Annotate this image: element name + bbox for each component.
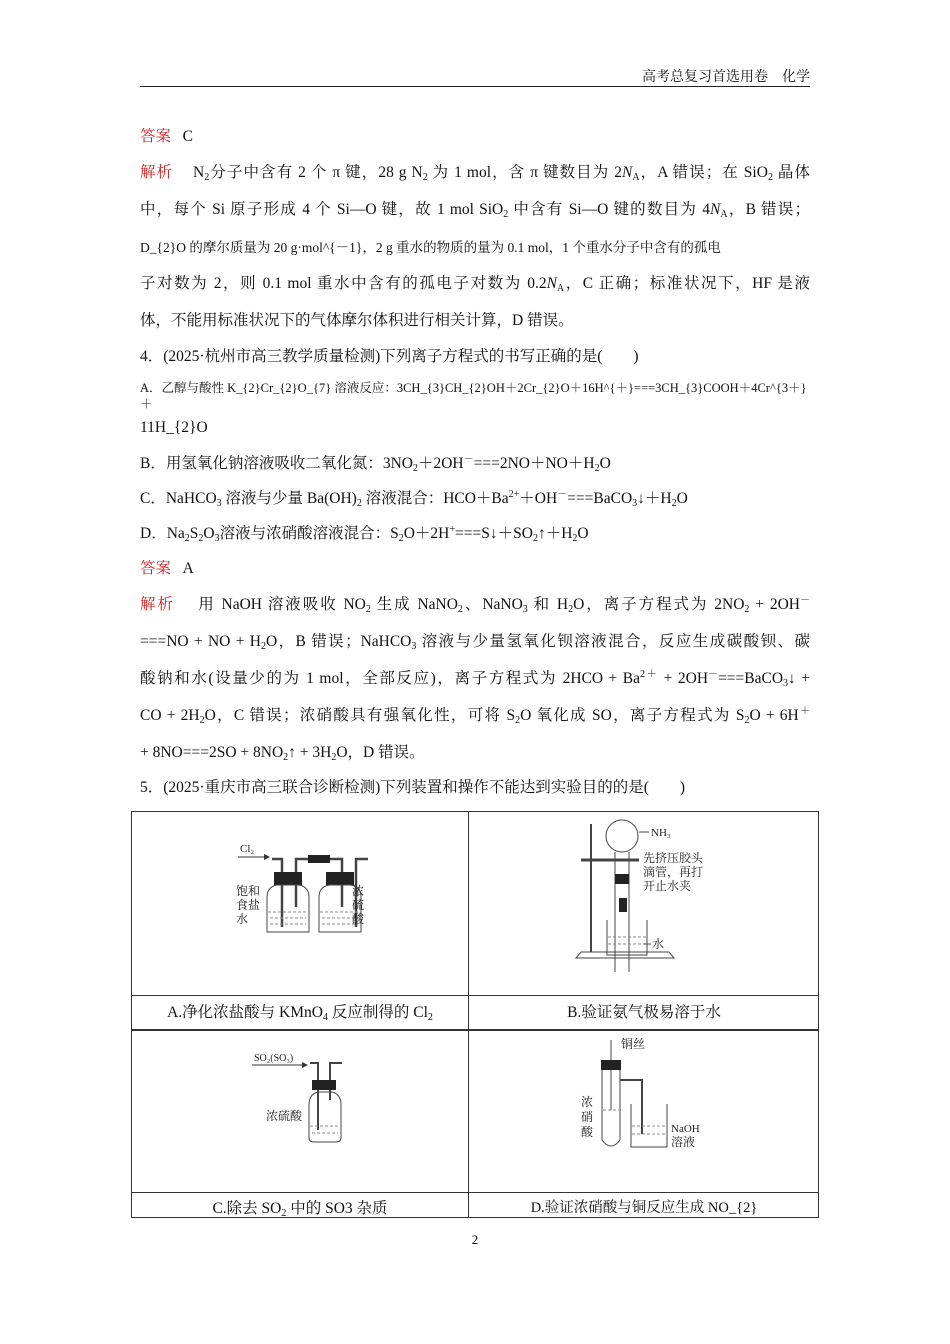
answer-value: A xyxy=(182,560,194,577)
q4-analysis-line: ===NO + NO + $H_2O$，B 错误；NaHCO$_3$ 溶液与少量氢氧化钡溶液混合，反应生成碳酸钡、碳 xyxy=(140,633,810,652)
apparatus-c-diagram xyxy=(132,1030,468,1192)
q3-analysis-line: 体，不能用标准状况下的气体摩尔体积进行相关计算，D 错误。 xyxy=(140,312,574,329)
caption-b: B.验证氨气极易溶于水 xyxy=(567,1004,721,1021)
q3-analysis-line xyxy=(140,163,810,183)
label: 饱和 xyxy=(236,884,261,898)
q4-option-b: B．用氢氧化钠溶液吸收二氧化氮：$3NO_2+2OH^-===2NO+NO+H_2O$ xyxy=(140,454,611,474)
q4-answer xyxy=(140,559,810,579)
q3-analysis-line: D_{2}O 的摩尔质量为 20 g·mol^{－1}，2 g 重水的物质的量为 0.1 mol，1 个重水分子中含有的孤电 xyxy=(140,240,721,255)
label: 食盐 xyxy=(236,898,261,912)
row-divider xyxy=(132,995,818,996)
label: 硫 xyxy=(352,898,365,912)
label-nh3: NH₃ xyxy=(651,827,671,839)
label: 水 xyxy=(652,937,665,951)
analysis-label: 解析 xyxy=(140,596,175,613)
q3-answer xyxy=(140,127,810,147)
answer-value: C xyxy=(182,128,193,145)
label: 滴管，再打 xyxy=(643,865,704,879)
label: 开止水夹 xyxy=(643,879,692,893)
label: 浓硫酸 xyxy=(266,1109,303,1123)
apparatus-d-diagram xyxy=(469,1030,819,1192)
label: NaOH xyxy=(671,1123,700,1135)
q4-analysis-line: + $8NO===2SO + 8NO_2↑ + 3H_2O$，D 错误。 xyxy=(140,744,425,763)
apparatus-a-diagram xyxy=(132,812,468,995)
label: 酸 xyxy=(581,1125,594,1139)
answer-label: 答案 xyxy=(140,128,172,145)
label-cl2: Cl₂ xyxy=(240,843,255,855)
answer-label: 答案 xyxy=(140,560,172,577)
label-so2: SO₂(SO₃) xyxy=(254,1053,294,1064)
q5-stem: 5．(2025·重庆市高三联合诊断检测)下列装置和操作不能达到实验目的的是( ) xyxy=(140,779,686,796)
header-rule xyxy=(140,86,810,87)
q3-analysis-line: 子对数为 2，则 0.1 mol 重水中含有的孤电子对数为 $0.2N_A$，C 正确；标准状况下，HF 是液 xyxy=(140,275,810,294)
analysis-label: 解析 xyxy=(140,164,174,181)
analysis-text: $N_2$分子中含有 2 个 π 键，28 g $N_2$ 为 1 mol，含 π 键数目为 $2N_A$，A 错误；在 SiO$_2$ 晶体 xyxy=(193,164,810,183)
q4-analysis-line: 酸钠和水(设量少的为 1 mol，全部反应)，离子方程式为 $2HCO + Ba^{2+}$ + 2OH－===BaCO$_3$↓ + xyxy=(140,669,811,689)
label: 硝 xyxy=(581,1110,594,1124)
q4-option-a: A．乙醇与酸性 K_{2}Cr_{2}O_{7} 溶液反应：3CH_{3}CH_{2}OH＋2Cr_{2}O＋16H^{＋}===3CH_{3}COOH＋4Cr^{3＋}＋ xyxy=(140,381,807,411)
label: 先挤压胶头 xyxy=(643,851,704,865)
q3-analysis-line: 中，每个 Si 原子形成 4 个 Si—O 键，故 1 mol SiO$_2$ 中含有 Si—O 键的数目为 $4N_A$，B 错误； xyxy=(140,201,811,220)
label: 水 xyxy=(236,912,249,926)
caption-d: D.验证浓硝酸与铜反应生成 NO_{2} xyxy=(530,1200,758,1216)
page-number: 2 xyxy=(471,1232,479,1247)
label: 酸 xyxy=(352,912,365,926)
analysis-text: 用 NaOH 溶液吸收 $NO_2$ 生成 NaNO$_2$、NaNO$_3$ 和 $H_2O$，离子方程式为 $2NO_2 + 2OH^-$ xyxy=(198,595,810,615)
label: 溶液 xyxy=(671,1135,696,1149)
running-header: 高考总复习首选用卷 化学 xyxy=(642,70,810,85)
q4-analysis-line: CO + $2H_2O$，C 错误；浓硝酸具有强氧化性，可将 $S_2O$ 氧化成 SO，离子方程式为 $S_2O + 6H^+$ xyxy=(140,706,810,726)
q4-option-a-cont: 11H_{2}O xyxy=(140,419,208,436)
q4-option-c: C．NaHCO$_3$ 溶液与少量 $Ba(OH)_2$ 溶液混合：$HCO+Ba^{2+}+OH^-===BaCO_3↓+H_2O$ xyxy=(140,489,688,509)
caption-c: C.除去 $SO_2$ 中的 SO3 杂质 xyxy=(212,1200,388,1219)
apparatus-b-diagram xyxy=(469,812,819,995)
label: 浓 xyxy=(581,1095,594,1109)
caption-a: A.净化浓盐酸与 KMnO$_4$ 反应制得的 $Cl_2$ xyxy=(167,1004,433,1023)
apparatus-table xyxy=(131,811,819,1218)
label: 铜丝 xyxy=(621,1037,646,1051)
label: 浓 xyxy=(352,884,365,898)
q4-analysis-line xyxy=(140,595,810,615)
row-divider xyxy=(132,1192,818,1193)
q4-option-d: D．$Na_2S_2O_3$溶液与浓硝酸溶液混合：$S_2O+2H^+===S↓+SO_2↑+H_2O$ xyxy=(140,524,589,544)
q4-stem: 4．(2025·杭州市高三教学质量检测)下列离子方程式的书写正确的是( ) xyxy=(140,348,639,365)
